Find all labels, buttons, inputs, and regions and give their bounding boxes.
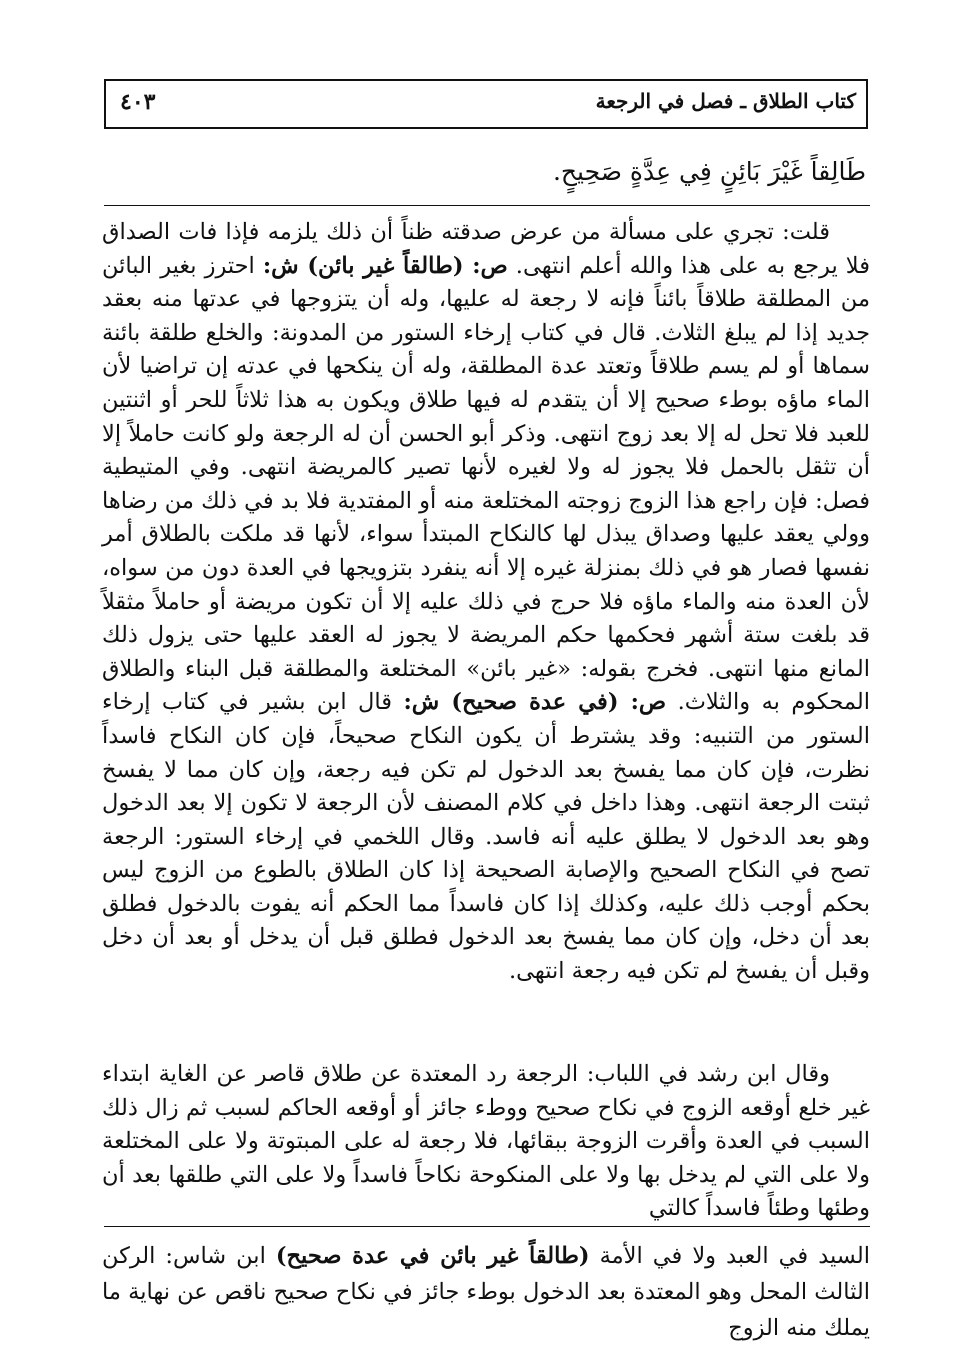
commentary-text: قلت: تجري على مسألة من عرض صدقته ظناً أن ذلك يلزمه فإذا فات الصداق فلا يرجع به على هذا والله أعلم انتهى. <box>102 219 870 279</box>
top-divider <box>104 205 870 206</box>
commentary-paragraph-2 <box>102 1058 870 1226</box>
footnote-text <box>102 1238 870 1346</box>
matn-quote: ص: (في عدة صحيح) ش: <box>403 689 667 716</box>
chapter-title: كتاب الطلاق ـ فصل في الرجعة <box>595 89 856 113</box>
running-header <box>104 79 868 129</box>
commentary-text: احترز بغير البائن من المطلقة طلاقاً بائناً فإنه لا رجعة له عليها، وله أن يتزوجها في عدتها منه بعقد جديد إذا لم يبلغ الثلاث. قال في كتاب إرخاء الستور من المدونة: والخلع طلقة بائنة سماها أو لم يسم طلاقاً وتعتد عدة المطلقة، وله أن ينكحها في عدته إن تراضيا لأن الماء ماؤه بوطء صحيح إلا أن يتقدم له فيها طلاق ويكون به هذا ثلاثاً للحر أو اثنتين للعبد فلا تحل له إلا بعد زوج انتهى. وذكر أبو الحسن أن له الرجعة ولو كانت حاملاً إلا أن تثقل بالحمل فلا يجوز له ولا لغيره لأنها تصير كالمريضة انتهى. وفي المتيطية فصل: فإن راجع هذا الزوج زوجته المختلعة منه أو المفتدية فلا بد في ذلك من رضاها وولي يعقد عليها وصداق يبذل لها كالنكاح المبتدأ سواء، لأنها قد ملكت بالطلاق أمر نفسها فصار هو في ذلك بمنزلة غيره إلا أنه ينفرد بتزويجها في العدة دون من سواه، لأن العدة منه والماء ماؤه فلا حرج في ذلك عليه إلا أن تكون مريضة أو حاملاً مثقلاً قد بلغت ستة أشهر فحكمها حكم المريضة لا يجوز له العقد عليها حتى يزول ذلك المانع منها انتهى. فخرج بقوله: «غير بائن» المختلعة والمطلقة قبل البناء والطلاق المحكوم به والثلاث. <box>102 252 870 716</box>
footnote-divider <box>104 1226 870 1227</box>
commentary-text: قال ابن بشير في كتاب إرخاء الستور من التنبيه: وقد يشترط أن يكون النكاح صحيحاً، فإن كان النكاح فاسداً نظرت، فإن كان مما يفسخ بعد الدخول لم تكن فيه رجعة، وإن كان مما لا يفسخ ثبتت الرجعة انتهى. وهذا داخل في كلام المصنف لأن الرجعة لا تكون إلا بعد الدخول وهو بعد الدخول لا يطلق عليه أنه فاسد. وقال اللخمي في إرخاء الستور: الرجعة تصح في النكاح الصحيح والإصابة الصحيحة إذا كان الطلاق بالطوع من الزوج ليس بحكم أوجب ذلك عليه، وكذلك إذا كان فاسداً مما الحكم أنه يفوت بالدخول فطلق بعد أن دخل، وإن كان مما يفسخ بعد الدخول فطلق قبل أن يدخل أو بعد أن دخل وقبل أن يفسخ لم تكن فيه رجعة انتهى. <box>102 689 870 985</box>
footnote-part: السيد في العبد ولا في الأمة <box>589 1243 870 1269</box>
matn-quote: ص: (طالقاً غير بائن) ش: <box>262 252 508 279</box>
matn-text: طَالِقاً غَيْرَ بَائِنٍ فِي عِدَّةٍ صَحِيحٍ. <box>552 157 866 186</box>
commentary-paragraph-1 <box>102 216 870 989</box>
commentary-text: وقال ابن رشد في اللباب: الرجعة رد المعتدة عن طلاق قاصر عن الغاية ابتداء غير خلع أوقعه الزوج في نكاح صحيح ووطء جائز أو أوقعه الحاكم لسبب ثم زال ذلك السبب في العدة وأقرت الزوجة ببقائها، فلا رجعة له على المبتوتة ولا على المختلعة ولا على التي لم يدخل بها ولا على المنكوحة نكاحاً فاسداً ولا على التي طلقها بعد أن وطئها وطئاً فاسداً كالتي <box>102 1061 870 1222</box>
page-number: ٤٠٣ <box>120 89 156 115</box>
footnote-matn-quote: (طالقاً غير بائن في عدة صحيح) <box>275 1243 590 1269</box>
footnote-part: ابن شاس: الركن الثالث المحل وهو المعتدة بعد الدخول بوطء جائز في نكاح صحيح ناقص عن نهاية ما يملك منه الزوج <box>102 1243 870 1341</box>
